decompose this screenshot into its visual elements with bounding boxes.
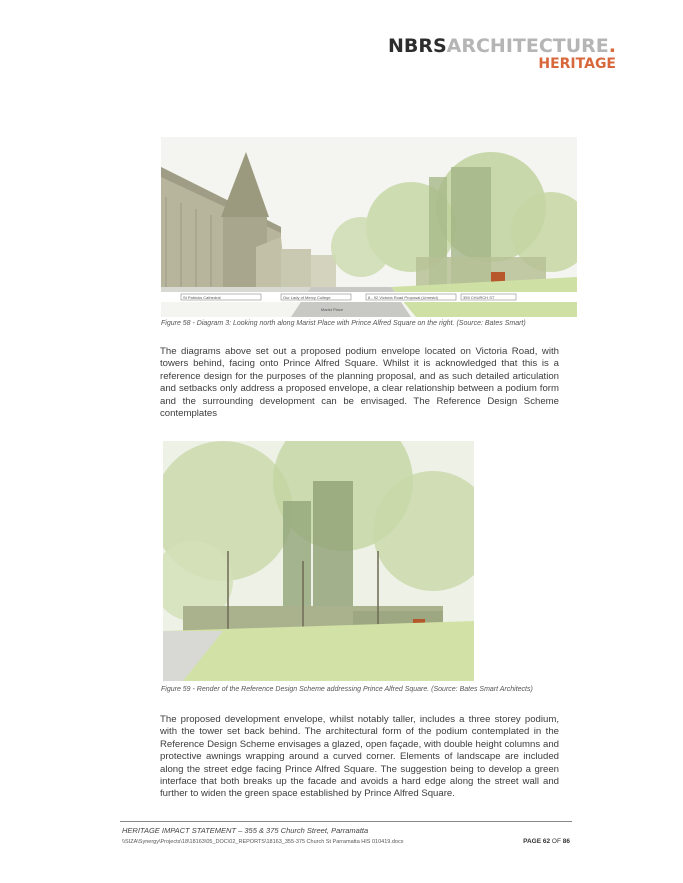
diagram-street-label: Marist Place bbox=[321, 307, 344, 312]
diagram-label-2: Our Lady of Mercy College bbox=[283, 295, 331, 300]
page-current: 62 bbox=[542, 838, 551, 845]
diagram-label-1: St Patricks Cathedral bbox=[183, 295, 221, 300]
street-diagram-illustration bbox=[161, 137, 577, 317]
logo-architecture-text: ARCHITECTURE bbox=[446, 35, 609, 57]
footer-divider bbox=[120, 821, 572, 822]
diagram-label-4: 359 CHURCH ST bbox=[463, 295, 495, 300]
logo-dot: . bbox=[608, 35, 616, 57]
figure-59-render bbox=[163, 441, 474, 681]
logo-nbrs-text: NBRS bbox=[387, 35, 447, 57]
body-paragraph-2: The proposed development envelope, whilst notably taller, includes a three storey podium, with the tower set back behind. The architectural form of the podium contemplated in the Reference Design Scheme envisages a glazed, open façade, with double height columns and protective awnings wrapping around a curved corner. Elements of landscape are included along the street edge facing Prince Alfred Square. The suggestion being to develop a green interface that both breaks up the facade and avoids a hard edge along the street wall and further to widen the green space established by Prince Alfred Square. bbox=[160, 714, 559, 800]
diagram-label-3: 8 - 92 Victoria Road Proposal (Unrestd) bbox=[368, 295, 438, 300]
page-total: 86 bbox=[562, 838, 570, 845]
figure-58-caption: Figure 58 - Diagram 3: Looking north along Marist Place with Prince Alfred Square on the right. (Source: Bates Smart) bbox=[161, 320, 526, 327]
body-paragraph-1: The diagrams above set out a proposed podium envelope located on Victoria Road, with towers behind, facing onto Prince Alfred Square. Whilst it is acknowledged that this is a reference design for the purposes of the planning proposal, and as such detailed articulation and setbacks only address a proposed envelope, a clear relationship between a podium form and the surrounding development can be envisaged. The Reference Design Scheme contemplates bbox=[160, 346, 559, 420]
footer-file-path: \\SIZA\Synergy\Projects\18\18163\05_DOC\02_REPORTS\18163_355-375 Church St Parramatta HIS 010419.docx bbox=[122, 839, 404, 845]
figure-58-street-diagram bbox=[161, 137, 577, 317]
figure-59-caption: Figure 59 - Render of the Reference Design Scheme addressing Prince Alfred Square. (Source: Bates Smart Architects) bbox=[161, 686, 533, 693]
page-label: PAGE bbox=[523, 838, 542, 845]
logo-heritage-text: HERITAGE bbox=[538, 56, 616, 72]
footer-title: HERITAGE IMPACT STATEMENT – 355 & 375 Church Street, Parramatta bbox=[122, 826, 369, 835]
nbrs-logo bbox=[388, 36, 616, 72]
reference-design-render bbox=[163, 441, 474, 681]
page-of-label: OF bbox=[551, 838, 561, 845]
footer-page-number bbox=[523, 838, 570, 845]
